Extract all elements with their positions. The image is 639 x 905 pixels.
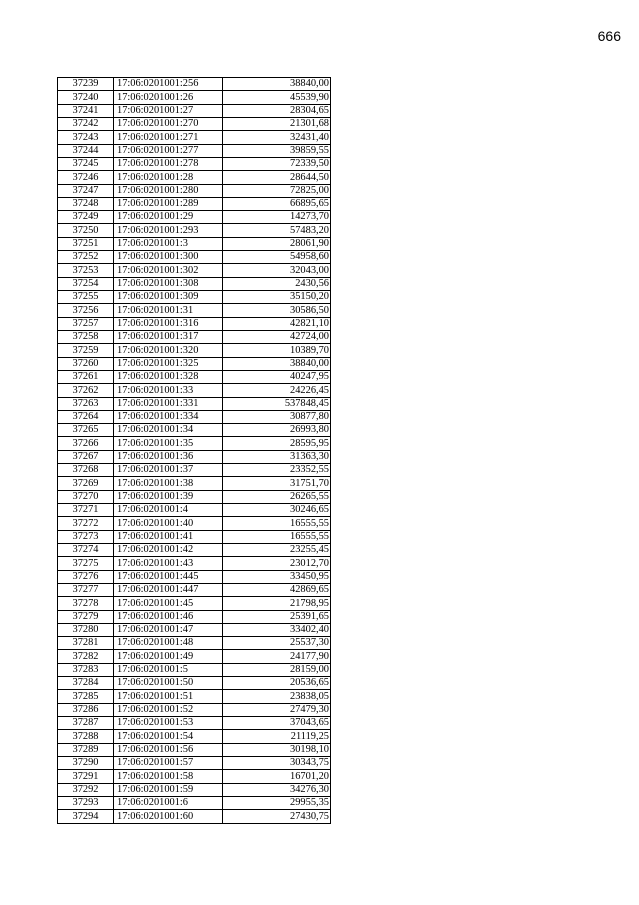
- cadastral-number-cell: 17:06:0201001:50: [114, 677, 223, 690]
- row-number-cell: 37279: [58, 610, 114, 623]
- table-row: [58, 237, 331, 250]
- cadastral-number-cell: 17:06:0201001:42: [114, 543, 223, 556]
- cadastral-number-cell: 17:06:0201001:60: [114, 810, 223, 823]
- value-cell: 32043,00: [223, 264, 331, 277]
- value-cell: 28595,95: [223, 437, 331, 450]
- row-number-cell: 37284: [58, 677, 114, 690]
- cadastral-number-cell: 17:06:0201001:28: [114, 171, 223, 184]
- row-number-cell: 37269: [58, 477, 114, 490]
- cadastral-number-cell: 17:06:0201001:54: [114, 730, 223, 743]
- table-row: [58, 557, 331, 570]
- table-row: [58, 211, 331, 224]
- cadastral-number-cell: 17:06:0201001:320: [114, 344, 223, 357]
- value-cell: 30198,10: [223, 743, 331, 756]
- row-number-cell: 37264: [58, 410, 114, 423]
- cadastral-number-cell: 17:06:0201001:45: [114, 597, 223, 610]
- cadastral-number-cell: 17:06:0201001:256: [114, 78, 223, 91]
- row-number-cell: 37273: [58, 530, 114, 543]
- row-number-cell: 37281: [58, 637, 114, 650]
- cadastral-number-cell: 17:06:0201001:308: [114, 277, 223, 290]
- cadastral-number-cell: 17:06:0201001:37: [114, 464, 223, 477]
- cadastral-number-cell: 17:06:0201001:31: [114, 304, 223, 317]
- cadastral-number-cell: 17:06:0201001:447: [114, 583, 223, 596]
- value-cell: 33450,95: [223, 570, 331, 583]
- cadastral-number-cell: 17:06:0201001:325: [114, 357, 223, 370]
- cadastral-number-cell: 17:06:0201001:289: [114, 197, 223, 210]
- value-cell: 37043,65: [223, 717, 331, 730]
- row-number-cell: 37257: [58, 317, 114, 330]
- table-row: [58, 171, 331, 184]
- value-cell: 38840,00: [223, 357, 331, 370]
- table-row: [58, 570, 331, 583]
- value-cell: 14273,70: [223, 211, 331, 224]
- page-number: 666: [597, 28, 621, 44]
- cadastral-number-cell: 17:06:0201001:59: [114, 783, 223, 796]
- table-row: [58, 224, 331, 237]
- cadastral-number-cell: 17:06:0201001:3: [114, 237, 223, 250]
- value-cell: 72339,50: [223, 157, 331, 170]
- row-number-cell: 37278: [58, 597, 114, 610]
- table-row: [58, 78, 331, 91]
- value-cell: 33402,40: [223, 623, 331, 636]
- value-cell: 28159,00: [223, 663, 331, 676]
- row-number-cell: 37252: [58, 251, 114, 264]
- row-number-cell: 37263: [58, 397, 114, 410]
- table-row: [58, 530, 331, 543]
- value-cell: 30246,65: [223, 504, 331, 517]
- row-number-cell: 37267: [58, 450, 114, 463]
- value-cell: 23352,55: [223, 464, 331, 477]
- value-cell: 2430,56: [223, 277, 331, 290]
- value-cell: 28304,65: [223, 104, 331, 117]
- table-row: [58, 663, 331, 676]
- value-cell: 21301,68: [223, 117, 331, 130]
- table-row: [58, 583, 331, 596]
- table-row: [58, 117, 331, 130]
- cadastral-number-cell: 17:06:0201001:58: [114, 770, 223, 783]
- table-row: [58, 157, 331, 170]
- cadastral-number-cell: 17:06:0201001:293: [114, 224, 223, 237]
- value-cell: 42724,00: [223, 330, 331, 343]
- value-cell: 16555,55: [223, 530, 331, 543]
- value-cell: 21798,95: [223, 597, 331, 610]
- row-number-cell: 37290: [58, 756, 114, 769]
- value-cell: 72825,00: [223, 184, 331, 197]
- row-number-cell: 37247: [58, 184, 114, 197]
- table-row: [58, 131, 331, 144]
- row-number-cell: 37240: [58, 91, 114, 104]
- row-number-cell: 37245: [58, 157, 114, 170]
- row-number-cell: 37244: [58, 144, 114, 157]
- cadastral-number-cell: 17:06:0201001:53: [114, 717, 223, 730]
- row-number-cell: 37254: [58, 277, 114, 290]
- table-row: [58, 517, 331, 530]
- value-cell: 35150,20: [223, 291, 331, 304]
- table-row: [58, 304, 331, 317]
- cadastral-number-cell: 17:06:0201001:41: [114, 530, 223, 543]
- cadastral-number-cell: 17:06:0201001:26: [114, 91, 223, 104]
- row-number-cell: 37248: [58, 197, 114, 210]
- cadastral-number-cell: 17:06:0201001:270: [114, 117, 223, 130]
- table-row: [58, 717, 331, 730]
- cadastral-number-cell: 17:06:0201001:309: [114, 291, 223, 304]
- value-cell: 20536,65: [223, 677, 331, 690]
- table-row: [58, 450, 331, 463]
- value-cell: 54958,60: [223, 251, 331, 264]
- cadastral-number-cell: 17:06:0201001:57: [114, 756, 223, 769]
- value-cell: 16555,55: [223, 517, 331, 530]
- table-row: [58, 610, 331, 623]
- table-row: [58, 623, 331, 636]
- value-cell: 27479,30: [223, 703, 331, 716]
- table-row: [58, 370, 331, 383]
- cadastral-number-cell: 17:06:0201001:6: [114, 796, 223, 809]
- cadastral-number-cell: 17:06:0201001:56: [114, 743, 223, 756]
- table-row: [58, 251, 331, 264]
- row-number-cell: 37287: [58, 717, 114, 730]
- value-cell: 25537,30: [223, 637, 331, 650]
- cadastral-number-cell: 17:06:0201001:49: [114, 650, 223, 663]
- value-cell: 26993,80: [223, 424, 331, 437]
- table-row: [58, 91, 331, 104]
- cadastral-number-cell: 17:06:0201001:27: [114, 104, 223, 117]
- value-cell: 45539,90: [223, 91, 331, 104]
- table-row: [58, 144, 331, 157]
- table-row: [58, 197, 331, 210]
- table-row: [58, 796, 331, 809]
- cadastral-number-cell: 17:06:0201001:52: [114, 703, 223, 716]
- value-cell: 31751,70: [223, 477, 331, 490]
- table-row: [58, 264, 331, 277]
- row-number-cell: 37289: [58, 743, 114, 756]
- table-row: [58, 477, 331, 490]
- table-row: [58, 650, 331, 663]
- table-body: [58, 78, 331, 824]
- row-number-cell: 37251: [58, 237, 114, 250]
- row-number-cell: 37293: [58, 796, 114, 809]
- table-row: [58, 291, 331, 304]
- row-number-cell: 37242: [58, 117, 114, 130]
- cadastral-number-cell: 17:06:0201001:51: [114, 690, 223, 703]
- table-row: [58, 410, 331, 423]
- row-number-cell: 37275: [58, 557, 114, 570]
- row-number-cell: 37253: [58, 264, 114, 277]
- table-row: [58, 543, 331, 556]
- cadastral-number-cell: 17:06:0201001:334: [114, 410, 223, 423]
- data-table: [57, 77, 331, 824]
- value-cell: 24177,90: [223, 650, 331, 663]
- row-number-cell: 37239: [58, 78, 114, 91]
- row-number-cell: 37261: [58, 370, 114, 383]
- row-number-cell: 37271: [58, 504, 114, 517]
- cadastral-number-cell: 17:06:0201001:33: [114, 384, 223, 397]
- value-cell: 23838,05: [223, 690, 331, 703]
- table-row: [58, 703, 331, 716]
- row-number-cell: 37241: [58, 104, 114, 117]
- cadastral-number-cell: 17:06:0201001:36: [114, 450, 223, 463]
- table-row: [58, 756, 331, 769]
- value-cell: 21119,25: [223, 730, 331, 743]
- cadastral-number-cell: 17:06:0201001:4: [114, 504, 223, 517]
- table-row: [58, 277, 331, 290]
- table-row: [58, 810, 331, 823]
- row-number-cell: 37265: [58, 424, 114, 437]
- cadastral-number-cell: 17:06:0201001:43: [114, 557, 223, 570]
- cadastral-number-cell: 17:06:0201001:34: [114, 424, 223, 437]
- row-number-cell: 37255: [58, 291, 114, 304]
- row-number-cell: 37272: [58, 517, 114, 530]
- row-number-cell: 37270: [58, 490, 114, 503]
- row-number-cell: 37282: [58, 650, 114, 663]
- table-row: [58, 783, 331, 796]
- table-row: [58, 357, 331, 370]
- cadastral-number-cell: 17:06:0201001:271: [114, 131, 223, 144]
- table-row: [58, 677, 331, 690]
- value-cell: 16701,20: [223, 770, 331, 783]
- table-row: [58, 397, 331, 410]
- value-cell: 27430,75: [223, 810, 331, 823]
- value-cell: 66895,65: [223, 197, 331, 210]
- row-number-cell: 37280: [58, 623, 114, 636]
- cadastral-number-cell: 17:06:0201001:445: [114, 570, 223, 583]
- row-number-cell: 37249: [58, 211, 114, 224]
- value-cell: 25391,65: [223, 610, 331, 623]
- table-row: [58, 330, 331, 343]
- value-cell: 537848,45: [223, 397, 331, 410]
- row-number-cell: 37276: [58, 570, 114, 583]
- cadastral-number-cell: 17:06:0201001:5: [114, 663, 223, 676]
- table-row: [58, 690, 331, 703]
- row-number-cell: 37266: [58, 437, 114, 450]
- cadastral-number-cell: 17:06:0201001:35: [114, 437, 223, 450]
- cadastral-number-cell: 17:06:0201001:331: [114, 397, 223, 410]
- value-cell: 30586,50: [223, 304, 331, 317]
- value-cell: 30343,75: [223, 756, 331, 769]
- cadastral-number-cell: 17:06:0201001:47: [114, 623, 223, 636]
- row-number-cell: 37292: [58, 783, 114, 796]
- row-number-cell: 37258: [58, 330, 114, 343]
- row-number-cell: 37243: [58, 131, 114, 144]
- cadastral-number-cell: 17:06:0201001:39: [114, 490, 223, 503]
- cadastral-number-cell: 17:06:0201001:277: [114, 144, 223, 157]
- row-number-cell: 37285: [58, 690, 114, 703]
- row-number-cell: 37246: [58, 171, 114, 184]
- value-cell: 23012,70: [223, 557, 331, 570]
- cadastral-number-cell: 17:06:0201001:40: [114, 517, 223, 530]
- row-number-cell: 37288: [58, 730, 114, 743]
- cadastral-number-cell: 17:06:0201001:38: [114, 477, 223, 490]
- value-cell: 26265,55: [223, 490, 331, 503]
- row-number-cell: 37260: [58, 357, 114, 370]
- value-cell: 31363,30: [223, 450, 331, 463]
- table-row: [58, 504, 331, 517]
- row-number-cell: 37250: [58, 224, 114, 237]
- table-row: [58, 384, 331, 397]
- cadastral-number-cell: 17:06:0201001:328: [114, 370, 223, 383]
- value-cell: 10389,70: [223, 344, 331, 357]
- cadastral-number-cell: 17:06:0201001:317: [114, 330, 223, 343]
- table-row: [58, 770, 331, 783]
- table-row: [58, 317, 331, 330]
- table-row: [58, 344, 331, 357]
- table-row: [58, 437, 331, 450]
- value-cell: 32431,40: [223, 131, 331, 144]
- cadastral-number-cell: 17:06:0201001:278: [114, 157, 223, 170]
- table-row: [58, 184, 331, 197]
- value-cell: 29955,35: [223, 796, 331, 809]
- value-cell: 57483,20: [223, 224, 331, 237]
- row-number-cell: 37256: [58, 304, 114, 317]
- cadastral-number-cell: 17:06:0201001:46: [114, 610, 223, 623]
- cadastral-number-cell: 17:06:0201001:48: [114, 637, 223, 650]
- table-row: [58, 730, 331, 743]
- cadastral-number-cell: 17:06:0201001:280: [114, 184, 223, 197]
- value-cell: 42869,65: [223, 583, 331, 596]
- row-number-cell: 37294: [58, 810, 114, 823]
- row-number-cell: 37262: [58, 384, 114, 397]
- row-number-cell: 37274: [58, 543, 114, 556]
- value-cell: 38840,00: [223, 78, 331, 91]
- row-number-cell: 37277: [58, 583, 114, 596]
- value-cell: 40247,95: [223, 370, 331, 383]
- table-row: [58, 464, 331, 477]
- row-number-cell: 37286: [58, 703, 114, 716]
- value-cell: 30877,80: [223, 410, 331, 423]
- value-cell: 28644,50: [223, 171, 331, 184]
- cadastral-number-cell: 17:06:0201001:300: [114, 251, 223, 264]
- table-row: [58, 743, 331, 756]
- row-number-cell: 37259: [58, 344, 114, 357]
- row-number-cell: 37291: [58, 770, 114, 783]
- value-cell: 23255,45: [223, 543, 331, 556]
- value-cell: 39859,55: [223, 144, 331, 157]
- value-cell: 28061,90: [223, 237, 331, 250]
- table-row: [58, 424, 331, 437]
- cadastral-number-cell: 17:06:0201001:316: [114, 317, 223, 330]
- row-number-cell: 37268: [58, 464, 114, 477]
- value-cell: 34276,30: [223, 783, 331, 796]
- table-row: [58, 490, 331, 503]
- table-row: [58, 104, 331, 117]
- row-number-cell: 37283: [58, 663, 114, 676]
- cadastral-number-cell: 17:06:0201001:302: [114, 264, 223, 277]
- cadastral-number-cell: 17:06:0201001:29: [114, 211, 223, 224]
- value-cell: 42821,10: [223, 317, 331, 330]
- table-row: [58, 597, 331, 610]
- table-row: [58, 637, 331, 650]
- value-cell: 24226,45: [223, 384, 331, 397]
